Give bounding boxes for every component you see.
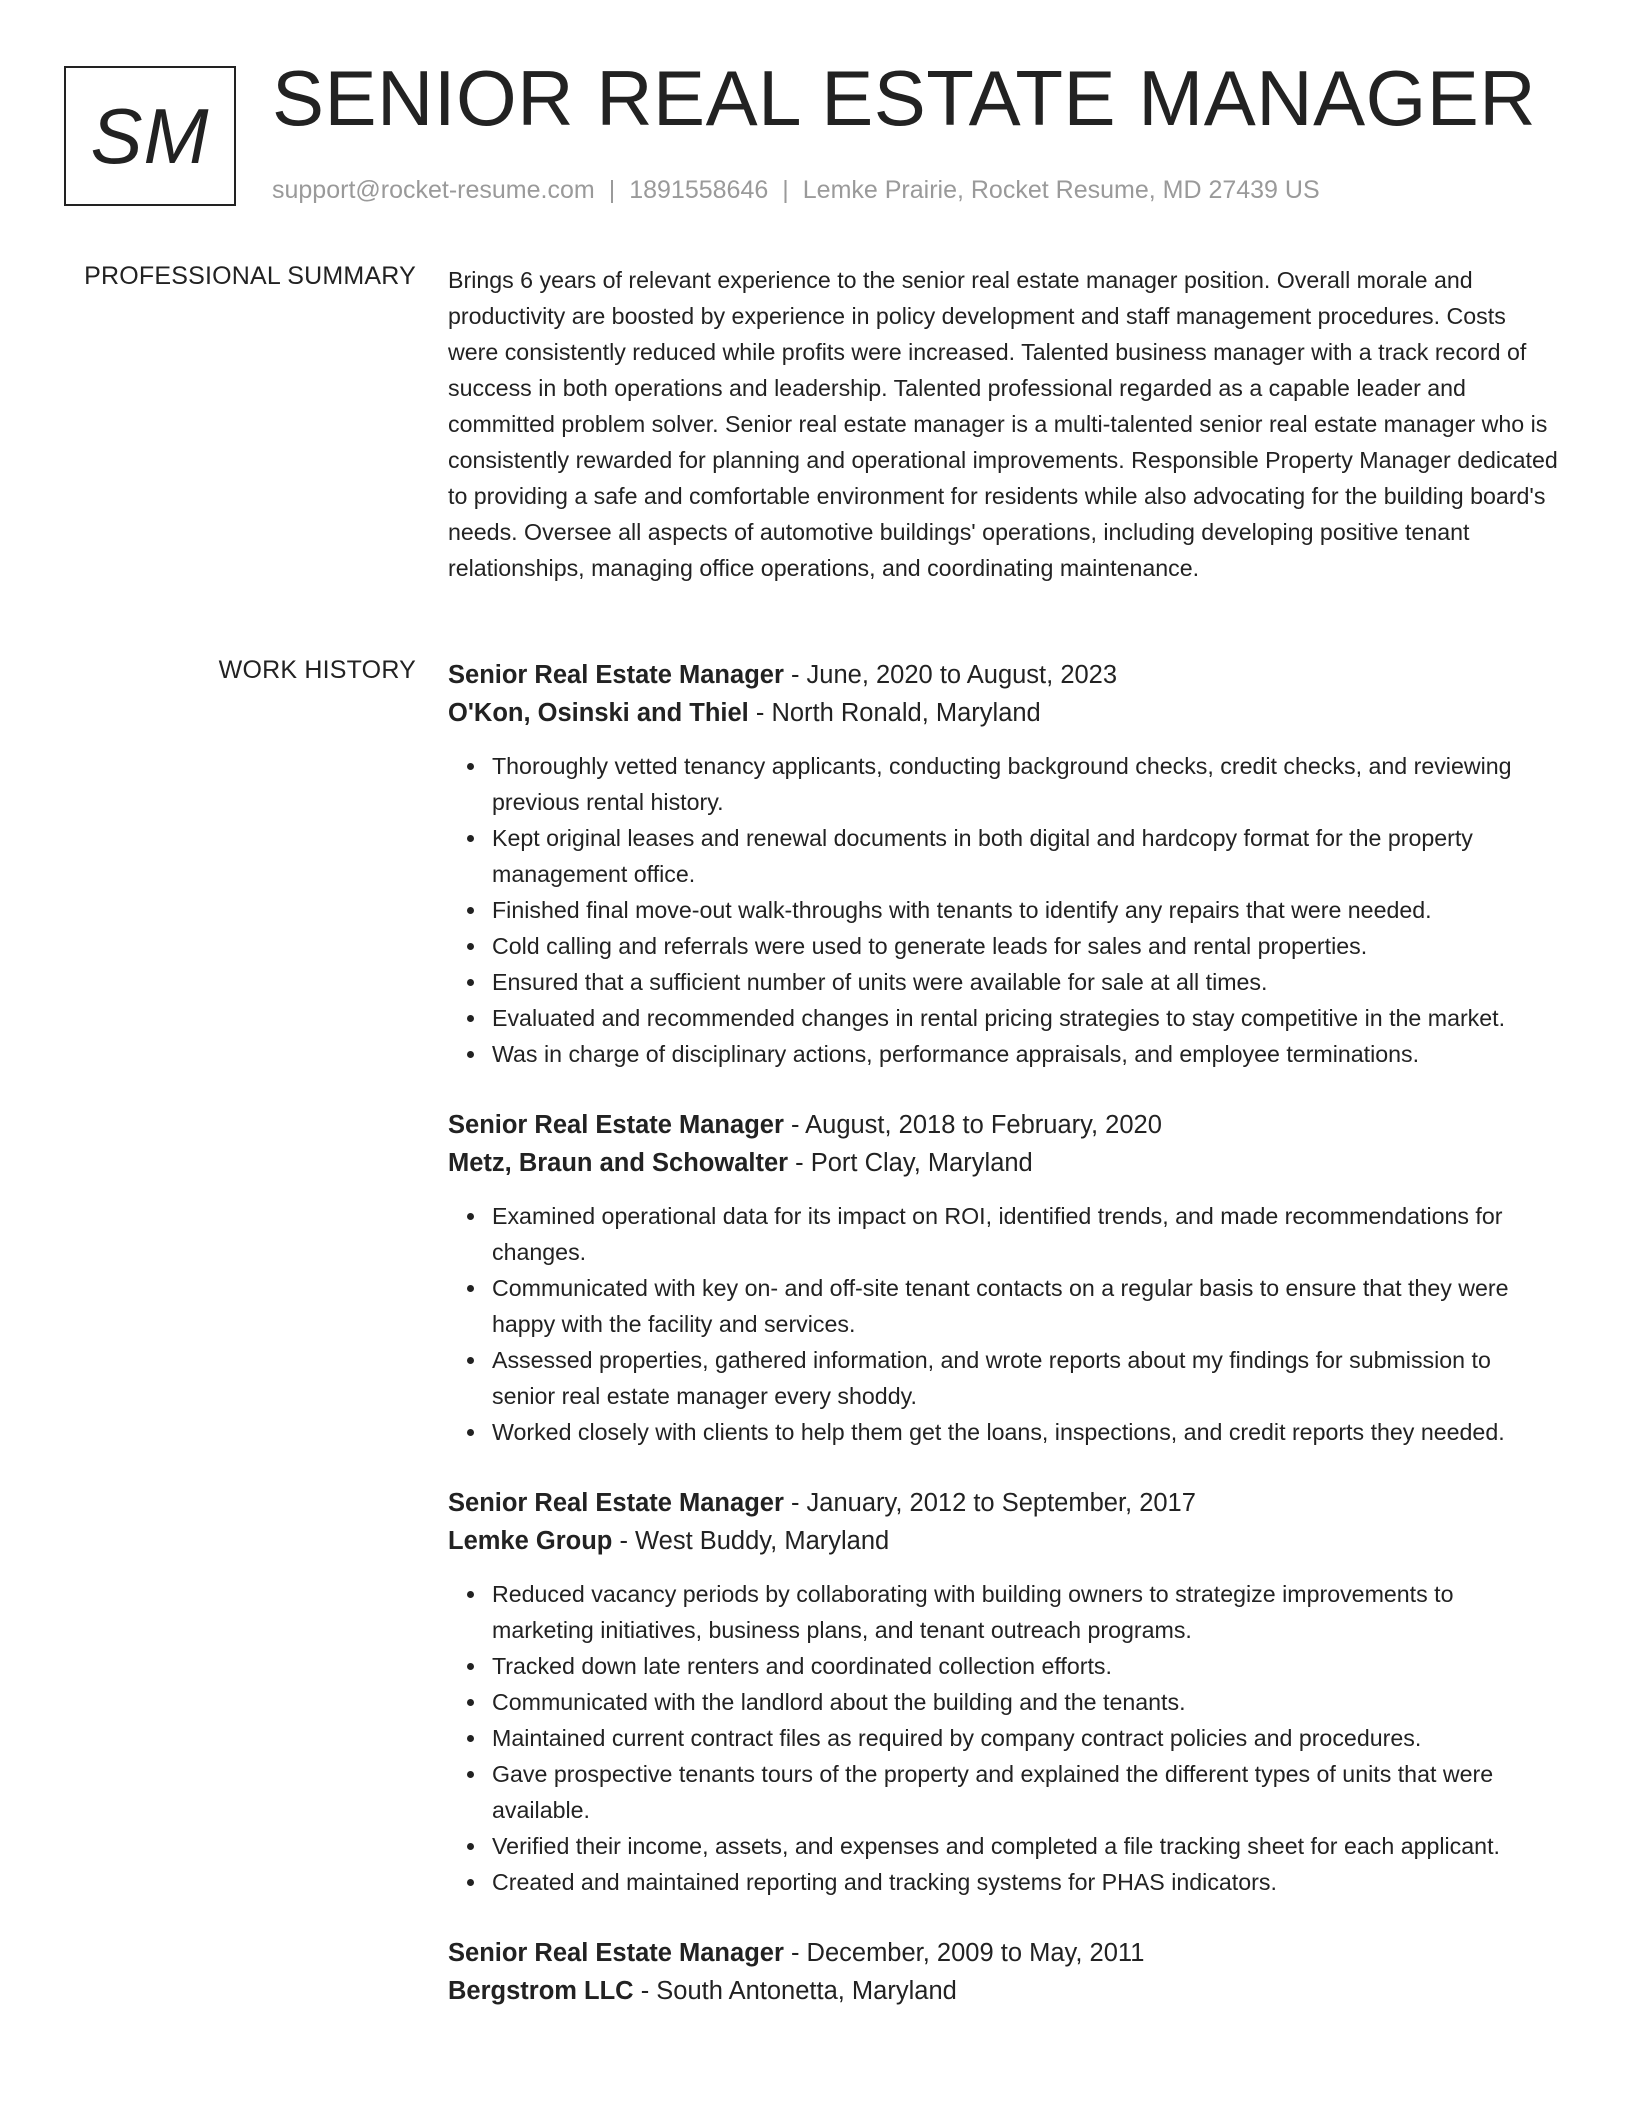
job-company: Metz, Braun and Schowalter bbox=[448, 1149, 789, 1177]
job-bullet: Thoroughly vetted tenancy applicants, conducting background checks, credit checks, and reviewing previous rental history. bbox=[492, 748, 1560, 820]
job-title: Senior Real Estate Manager bbox=[448, 1939, 784, 1967]
job-bullet: Finished final move-out walk-throughs with tenants to identify any repairs that were needed. bbox=[492, 892, 1560, 928]
contact-separator: | bbox=[782, 176, 789, 204]
contact-line bbox=[272, 176, 1320, 205]
job-bullet: Maintained current contract files as required by company contract policies and procedures. bbox=[492, 1720, 1560, 1756]
job-title-line bbox=[448, 656, 1560, 694]
job-bullet-list bbox=[448, 1198, 1560, 1450]
job-title-line bbox=[448, 1934, 1560, 1972]
contact-separator: | bbox=[608, 176, 616, 204]
monogram-initials: SM bbox=[90, 92, 210, 180]
job-location: - South Antonetta, Maryland bbox=[633, 1977, 957, 2005]
job-bullet: Created and maintained reporting and tracking systems for PHAS indicators. bbox=[492, 1864, 1560, 1900]
job-company: Bergstrom LLC bbox=[448, 1977, 634, 2005]
monogram-box bbox=[64, 66, 236, 206]
job-company-line bbox=[448, 1522, 1560, 1560]
job-entry bbox=[448, 1106, 1560, 1450]
job-entry bbox=[448, 656, 1560, 1072]
job-title: Senior Real Estate Manager bbox=[448, 661, 784, 689]
summary-heading: PROFESSIONAL SUMMARY bbox=[84, 262, 416, 290]
summary-text: Brings 6 years of relevant experience to the senior real estate manager position. Overall morale and productivity are boosted by experience in policy development and staff management procedures. Costs were consistently reduced while profits were increased. Talented business manager with a track record of success in both operations and leadership. Talented professional regarded as a capable leader and committed problem solver. Senior real estate manager is a multi-talented senior real estate manager who is consistently rewarded for planning and operational improvements. Responsible Property Manager dedicated to providing a safe and comfortable environment for residents while also advocating for the building board's needs. Oversee all aspects of automotive buildings' operations, including developing positive tenant relationships, managing office operations, and coordinating maintenance. bbox=[448, 267, 1558, 581]
job-dates: - January, 2012 to September, 2017 bbox=[783, 1489, 1196, 1517]
job-bullet: Ensured that a sufficient number of units were available for sale at all times. bbox=[492, 964, 1560, 1000]
job-bullet: Communicated with key on- and off-site tenant contacts on a regular basis to ensure that they were happy with the facility and services. bbox=[492, 1270, 1560, 1342]
contact-phone: 1891558646 bbox=[629, 176, 769, 204]
job-company-line bbox=[448, 694, 1560, 732]
job-company: O'Kon, Osinski and Thiel bbox=[448, 699, 749, 727]
job-company-line bbox=[448, 1144, 1560, 1182]
job-bullet: Evaluated and recommended changes in rental pricing strategies to stay competitive in the market. bbox=[492, 1000, 1560, 1036]
job-company-line bbox=[448, 1972, 1560, 2010]
job-dates: - December, 2009 to May, 2011 bbox=[783, 1939, 1145, 1967]
job-bullet: Verified their income, assets, and expenses and completed a file tracking sheet for each applicant. bbox=[492, 1828, 1560, 1864]
job-bullet-list bbox=[448, 1576, 1560, 1900]
job-bullet: Kept original leases and renewal documents in both digital and hardcopy format for the property management office. bbox=[492, 820, 1560, 892]
job-title: Senior Real Estate Manager bbox=[448, 1489, 784, 1517]
job-location: - West Buddy, Maryland bbox=[612, 1527, 890, 1555]
work-history-heading: WORK HISTORY bbox=[218, 656, 416, 684]
job-bullet: Reduced vacancy periods by collaborating with building owners to strategize improvements to marketing initiatives, business plans, and tenant outreach programs. bbox=[492, 1576, 1560, 1648]
job-bullet: Worked closely with clients to help them get the loans, inspections, and credit reports they needed. bbox=[492, 1414, 1560, 1450]
job-title-line bbox=[448, 1484, 1560, 1522]
job-entry bbox=[448, 1484, 1560, 1900]
candidate-name: SENIOR REAL ESTATE MANAGER bbox=[272, 54, 1537, 142]
contact-address: Lemke Prairie, Rocket Resume, MD 27439 US bbox=[802, 176, 1320, 204]
job-bullet: Gave prospective tenants tours of the property and explained the different types of units that were available. bbox=[492, 1756, 1560, 1828]
job-title: Senior Real Estate Manager bbox=[448, 1111, 784, 1139]
job-dates: - August, 2018 to February, 2020 bbox=[783, 1111, 1162, 1139]
job-company: Lemke Group bbox=[448, 1527, 613, 1555]
job-location: - North Ronald, Maryland bbox=[748, 699, 1041, 727]
job-location: - Port Clay, Maryland bbox=[788, 1149, 1033, 1177]
job-bullet: Tracked down late renters and coordinated collection efforts. bbox=[492, 1648, 1560, 1684]
work-history-body bbox=[448, 656, 1560, 2044]
job-bullet: Examined operational data for its impact on ROI, identified trends, and made recommendations for changes. bbox=[492, 1198, 1560, 1270]
job-bullet-list bbox=[448, 748, 1560, 1072]
job-bullet: Was in charge of disciplinary actions, performance appraisals, and employee terminations. bbox=[492, 1036, 1560, 1072]
summary-body bbox=[448, 262, 1560, 586]
contact-email: support@rocket-resume.com bbox=[272, 176, 595, 204]
job-entry bbox=[448, 1934, 1560, 2010]
job-title-line bbox=[448, 1106, 1560, 1144]
job-dates: - June, 2020 to August, 2023 bbox=[783, 661, 1118, 689]
job-bullet: Communicated with the landlord about the building and the tenants. bbox=[492, 1684, 1560, 1720]
job-bullet: Cold calling and referrals were used to generate leads for sales and rental properties. bbox=[492, 928, 1560, 964]
job-bullet: Assessed properties, gathered information, and wrote reports about my findings for submission to senior real estate manager every shoddy. bbox=[492, 1342, 1560, 1414]
